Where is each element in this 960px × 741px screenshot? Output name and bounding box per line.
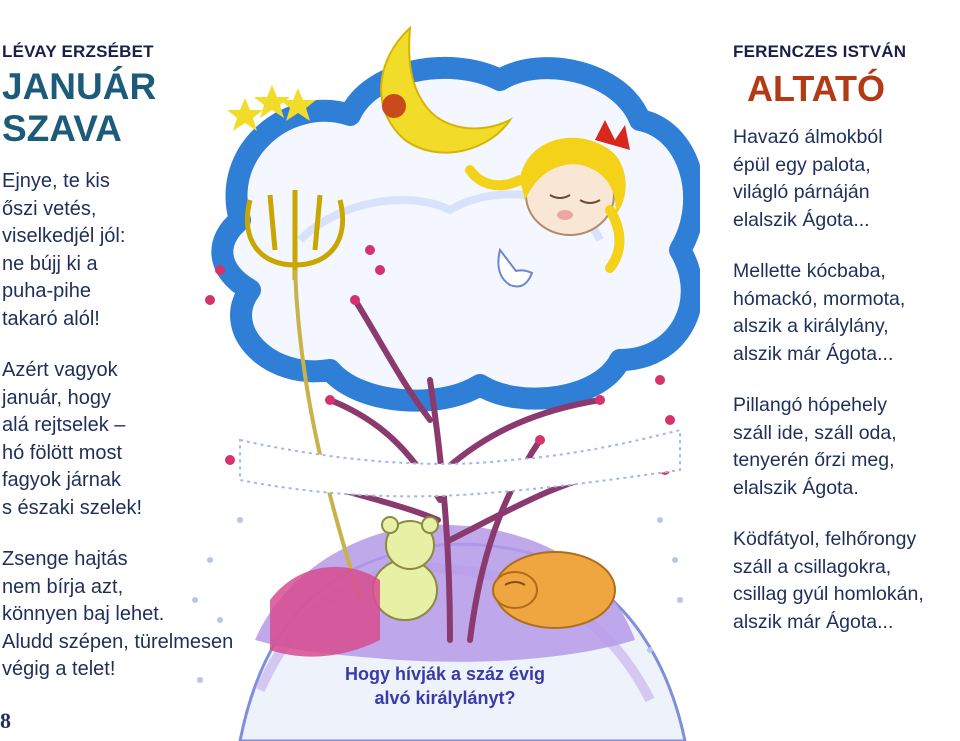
poem-line: Azért vagyok xyxy=(2,359,118,381)
poem-line: alszik már Ágota... xyxy=(733,610,894,633)
question-line-2: alvó királylányt? xyxy=(374,688,516,708)
right-poem-stanza-4 xyxy=(733,526,958,636)
left-poem-stanza-2 xyxy=(2,357,302,522)
teddy-bear xyxy=(373,517,438,620)
poem-line: alá rejtselek – xyxy=(2,414,126,436)
poem-line: Pillangó hópehely xyxy=(733,394,887,416)
poem-line: viselkedjél jól: xyxy=(2,225,126,247)
poem-line: Zsenge hajtás xyxy=(2,548,128,570)
poem-line: Ejnye, te kis xyxy=(2,170,110,192)
poem-line: alszik már Ágota... xyxy=(733,342,894,365)
poem-line: száll ide, száll oda, xyxy=(733,421,897,444)
right-poem-stanza-2 xyxy=(733,258,958,368)
page-number: 8 xyxy=(0,708,11,733)
illustration-question xyxy=(310,662,580,710)
left-poem-stanza-3 xyxy=(2,546,302,684)
poem-line: fagyok járnak xyxy=(2,469,121,491)
right-poem-author: FERENCZES ISTVÁN xyxy=(733,42,907,61)
poem-line: végig a telet! xyxy=(2,658,116,680)
left-poem xyxy=(2,42,302,684)
poem-line: elalszik Ágota... xyxy=(733,208,870,231)
left-poem-stanza-1 xyxy=(2,168,302,333)
poem-line: alszik a királylány, xyxy=(733,315,889,337)
right-poem-title: ALTATÓ xyxy=(747,68,885,109)
sun-face-icon xyxy=(382,94,406,118)
poem-line: tenyerén őrzi meg, xyxy=(733,449,895,471)
left-poem-title-line-1: JANUÁR xyxy=(2,66,157,107)
poem-line: Ködfátyol, felhőrongy xyxy=(733,528,917,550)
left-poem-title-line-2: SZAVA xyxy=(2,108,122,149)
poem-line: takaró alól! xyxy=(2,307,100,330)
poem-line: elalszik Ágota. xyxy=(733,476,859,499)
poem-line: őszi vetés, xyxy=(2,197,97,220)
poem-line: csillag gyúl homlokán, xyxy=(733,583,924,605)
poem-line: Mellette kócbaba, xyxy=(733,260,886,282)
poem-line: könnyen baj lehet. xyxy=(2,603,165,625)
right-poem xyxy=(733,42,958,636)
poem-line: nem bírja azt, xyxy=(2,575,124,598)
question-line-1: Hogy hívják a száz évig xyxy=(344,664,546,684)
left-poem-author: LÉVAY ERZSÉBET xyxy=(2,42,154,61)
poem-line: Havazó álmokból xyxy=(733,126,883,148)
poem-line: hó fölött most xyxy=(2,441,123,464)
poem-line: ne bújj ki a xyxy=(2,252,98,275)
poem-line: világló párnáján xyxy=(733,181,870,203)
poem-line: január, hogy xyxy=(2,386,111,409)
left-poem-title xyxy=(2,66,302,150)
poem-line: száll a csillagokra, xyxy=(733,555,892,578)
right-poem-stanza-1 xyxy=(733,124,958,234)
lace-snow-band xyxy=(240,430,680,496)
right-poem-stanza-3 xyxy=(733,392,958,502)
poem-line: hómackó, mormota, xyxy=(733,287,906,310)
marmot xyxy=(493,552,615,628)
poem-line: s északi szelek! xyxy=(2,496,143,519)
poem-line: puha-pihe xyxy=(2,280,91,302)
poem-line: Aludd szépen, türelmesen xyxy=(2,630,234,653)
poem-line: épül egy palota, xyxy=(733,153,871,176)
